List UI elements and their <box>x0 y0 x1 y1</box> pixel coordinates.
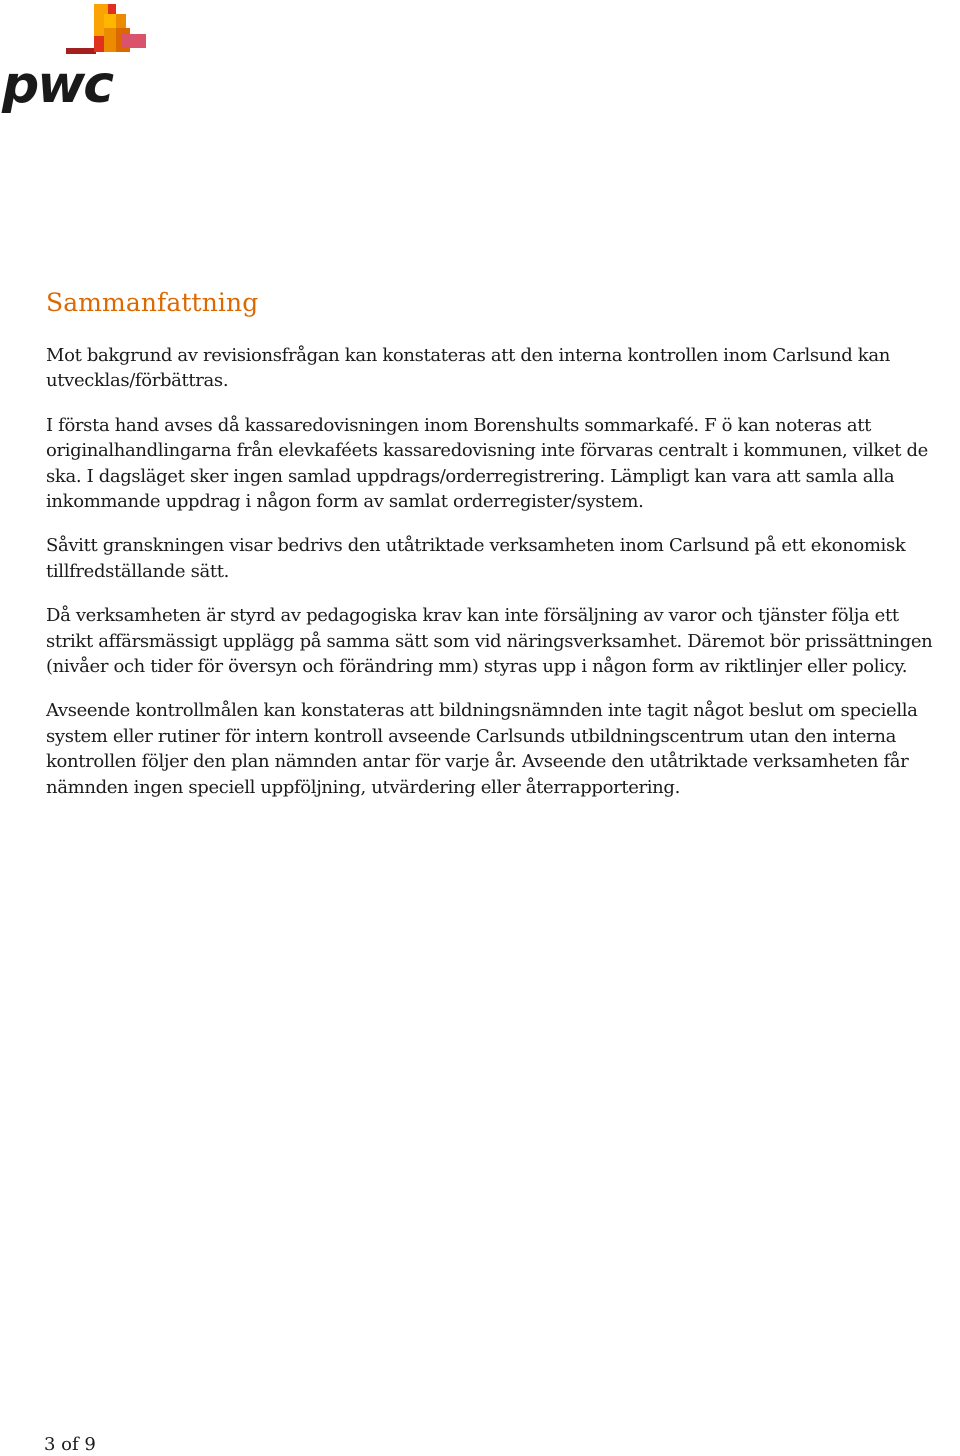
logo-wordmark: pwc <box>2 55 113 115</box>
page-number: 3 of 9 <box>44 1434 96 1455</box>
logo-block-yellow-top <box>104 14 116 28</box>
paragraph-4: Då verksamheten är styrd av pedagogiska krav kan inte försäljning av varor och tjänster följa ett strikt affärsmässigt upplägg på samma sätt som vid näringsverksamhet. Däremot bör prissättningen (nivåer och tider för översyn och förändring mm) styras upp i någon form av riktlinjer eller policy. <box>46 605 933 678</box>
pwc-logo-mark <box>0 0 160 120</box>
logo-block-red-bar <box>66 48 96 54</box>
paragraph-5: Avseende kontrollmålen kan konstateras att bildningsnämnden inte tagit något beslut om speciella system eller rutiner för intern kontroll avseende Carlsunds utbildningscentrum utan den interna kontrollen följer den plan nämnden antar för varje år. Avseende den utåtriktade verksamheten får nämnden ingen speciell uppföljning, utvärdering eller återrapportering. <box>46 700 918 798</box>
pwc-logo <box>0 0 160 120</box>
logo-block-pink <box>122 34 146 48</box>
section-heading: Sammanfattning <box>46 288 259 317</box>
paragraph-1: Mot bakgrund av revisionsfrågan kan konstateras att den interna kontrollen inom Carlsund kan utvecklas/förbättras. <box>46 345 890 392</box>
document-body <box>46 343 946 819</box>
paragraph-3: Såvitt granskningen visar bedrivs den utåtriktade verksamheten inom Carlsund på ett ekonomisk tillfredställande sätt. <box>46 535 906 582</box>
paragraph-2: I första hand avses då kassaredovisningen inom Borenshults sommarkafé. F ö kan noteras att originalhandlingarna från elevkaféets kassaredovisning inte förvaras centralt i kommunen, vilket de ska. I dagsläget sker ingen samlad uppdrags/orderregistrering. Lämpligt kan vara att samla alla inkommande uppdrag i någon form av samlat orderregister/system. <box>46 414 928 513</box>
